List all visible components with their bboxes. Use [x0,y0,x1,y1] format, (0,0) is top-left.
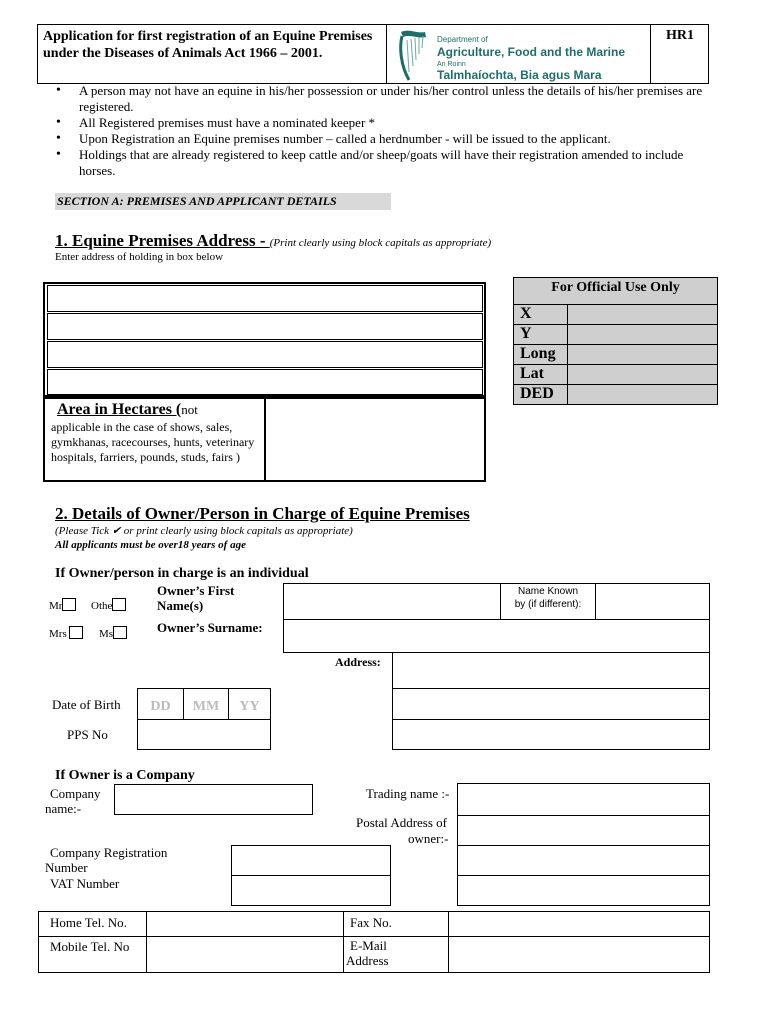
ms-checkbox[interactable] [113,626,127,639]
official-label-lat: Lat [520,365,544,382]
section-1-note: (Print clearly using block capitals as appropriate) [269,237,492,249]
address-line-2[interactable] [47,313,483,340]
logo-line3: An Roinn [437,61,466,68]
area-label-text: Area in Hectares ( [57,401,182,418]
area-label-small: not [181,402,198,417]
fax-label: Fax No. [350,915,392,930]
mr-checkbox[interactable] [62,598,76,611]
pps-label: PPS No [67,727,108,742]
official-row-lat [514,364,717,384]
header-box [37,24,709,84]
company-reg-label-2: Number [45,860,88,875]
postal-address-label-2: owner:- [408,831,449,846]
dob-month-placeholder: MM [192,699,220,714]
address-label: Address: [335,655,381,669]
official-label-y: Y [520,325,532,342]
official-input-lat [567,365,717,384]
owner-address-line-2[interactable] [392,688,710,720]
dob-month[interactable] [183,688,229,720]
title-mr [49,598,76,612]
section-1-title: 1. Equine Premises Address - [55,231,270,250]
official-label-x: X [520,305,532,322]
official-row-long [514,344,717,364]
contact-col-divider-2 [343,912,344,972]
official-use-table [513,277,718,405]
postal-address-line-2[interactable] [457,845,710,876]
fax-input[interactable] [449,912,709,936]
bullet-item: • A person may not have an equine in his/her possession or under his/her control unless the details of his/her premises are registered. [37,83,717,115]
official-input-long [567,345,717,364]
mrs-checkbox[interactable] [69,626,83,639]
header-divider-2 [650,25,651,83]
name-known-label-2: by (if different): [514,599,582,610]
dob-day[interactable] [137,688,184,720]
department-logo [393,27,648,83]
surname-input[interactable] [283,619,710,653]
vat-label: VAT Number [50,876,120,891]
section-2-heading: 2. Details of Owner/Person in Charge of Equine Premises [55,504,470,523]
logo-line1: Department of [437,35,488,44]
name-known-label-box [500,583,596,620]
ms-label: Ms [99,628,114,640]
email-label: E-Mail [350,938,387,953]
trading-name-input[interactable] [457,783,710,816]
title-ms [99,626,127,640]
intro-bullets [37,83,717,179]
form-title: Application for first registration of an Equine Premises under the Diseases of Animals Act 1966 – 2001. [43,29,373,61]
logo-line4: Talmhaíochta, Bia agus Mara [437,68,602,82]
pps-input[interactable] [137,719,271,750]
official-row-y [514,324,717,344]
contact-table [38,911,710,973]
bullet-item: • Upon Registration an Equine premises number – called a herdnumber - will be issued to the applicant. [37,131,717,147]
owner-address-line-3[interactable] [392,719,710,750]
mobile-tel-label: Mobile Tel. No [50,939,130,954]
surname-label: Owner’s Surname: [157,620,263,635]
official-input-x [567,305,717,324]
area-label [57,401,198,419]
first-name-input[interactable] [283,583,501,620]
individual-title: If Owner/person in charge is an individual [55,566,309,581]
dob-label: Date of Birth [52,697,121,712]
official-input-y [567,325,717,344]
section-2-note: (Please Tick ✔ or print clearly using block capitals as appropriate) [55,525,353,537]
email-label-2: Address [346,953,389,968]
company-reg-label: Company Registration [50,845,168,860]
home-tel-input[interactable] [147,912,343,936]
header-divider-1 [386,25,387,83]
trading-name-label: Trading name :- [366,786,450,801]
address-line-1[interactable] [47,285,483,312]
address-line-3[interactable] [47,341,483,368]
home-tel-label: Home Tel. No. [50,915,127,930]
official-input-ded [567,385,717,405]
dob-day-placeholder: DD [150,699,171,714]
address-line-4[interactable] [47,369,483,395]
dob-year[interactable] [228,688,271,720]
vat-input[interactable] [231,875,391,906]
official-label-long: Long [520,345,556,362]
section-1-heading [55,231,491,251]
owner-address-line-1[interactable] [392,652,710,689]
area-divider [264,399,266,480]
official-row-ded [514,384,717,404]
section-a-title: SECTION A: PREMISES AND APPLICANT DETAILS [55,193,391,210]
area-note: applicable in the case of shows, sales, gymkhanas, racecourses, hunts, veterinary hospitals, farriers, pounds, studs, fairs ) [51,420,255,464]
title-other [91,598,126,612]
company-name-label-2: name:- [45,801,82,816]
other-label: Othe [91,600,113,612]
company-title: If Owner is a Company [55,768,195,783]
dob-year-placeholder: YY [239,699,260,714]
postal-address-label: Postal Address of [356,815,447,830]
company-name-input[interactable] [114,784,313,815]
company-reg-input[interactable] [231,845,391,876]
area-box [43,397,486,482]
official-use-title: For Official Use Only [551,280,680,295]
logo-line2: Agriculture, Food and the Marine [437,45,626,59]
official-label-ded: DED [520,385,554,402]
form-code: HR1 [666,28,694,43]
other-checkbox[interactable] [112,598,126,611]
title-mrs [49,626,83,640]
name-known-label: Name Known [517,586,579,597]
first-name-label: Owner’s First Name(s) [157,583,235,613]
area-hectares-input[interactable] [267,399,484,480]
mrs-label: Mrs [49,628,67,640]
mr-label: Mr [49,600,63,612]
premises-address-box [43,282,486,397]
mobile-tel-input[interactable] [147,937,343,972]
company-name-label: Company [50,786,101,801]
age-requirement: All applicants must be over18 years of age [55,539,246,551]
postal-address-line-1[interactable] [457,815,710,846]
official-row-x [514,304,717,324]
section-1-sub: Enter address of holding in box below [55,251,224,263]
postal-address-line-3[interactable] [457,875,710,906]
email-input[interactable] [449,937,709,972]
harp-icon [395,28,431,82]
name-known-input[interactable] [595,583,710,620]
bullet-item: • Holdings that are already registered to keep cattle and/or sheep/goats will have their registration amended to include horses. [37,147,717,179]
bullet-item: • All Registered premises must have a nominated keeper * [37,115,717,131]
